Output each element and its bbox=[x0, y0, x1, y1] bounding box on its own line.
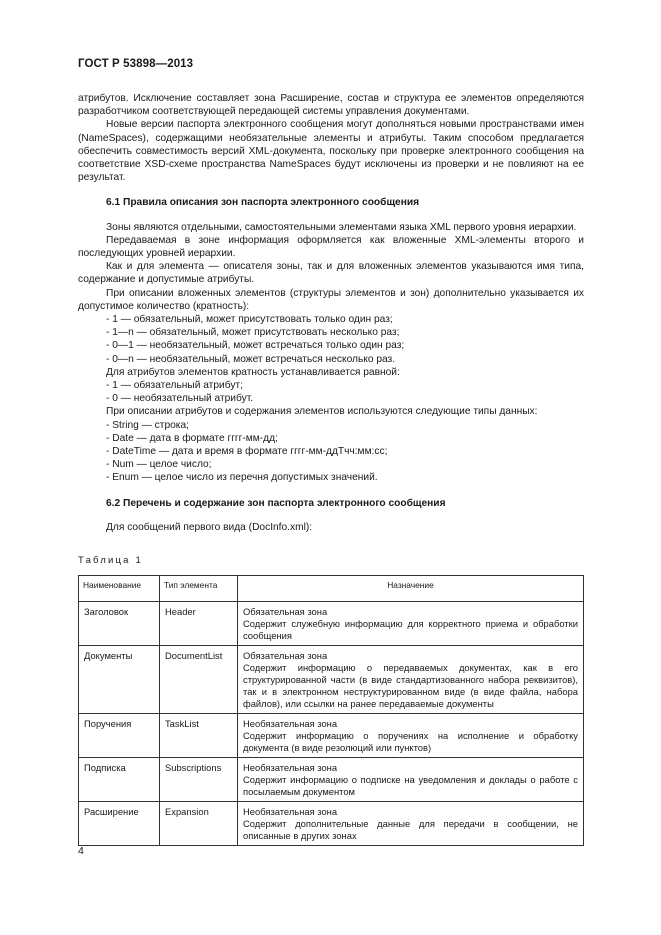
attribute-item: - 0 — необязательный атрибут. bbox=[106, 393, 254, 405]
cell-name: Заголовок bbox=[79, 602, 160, 646]
zone-description: Содержит информацию о поручениях на исполнение и обработку документа (в виде резолюций или пунктов) bbox=[243, 730, 578, 754]
column-header-name: Наименование bbox=[79, 576, 160, 602]
section-6-2-heading: 6.2 Перечень и содержание зон паспорта электронного сообщения bbox=[106, 497, 446, 509]
cell-name: Документы bbox=[79, 646, 160, 714]
cell-name: Поручения bbox=[79, 714, 160, 758]
multiplicity-item: - 0—1 — необязательный, может встречаться только один раз; bbox=[106, 340, 405, 352]
section-6-1-paragraph-1: Зоны являются отдельными, самостоятельными элементами языка XML первого уровня иерархии. bbox=[106, 221, 577, 233]
zone-status: Обязательная зона bbox=[243, 606, 328, 618]
cell-name: Подписка bbox=[79, 758, 160, 802]
section-6-2-paragraph-1: Для сообщений первого вида (DocInfo.xml): bbox=[106, 521, 313, 533]
data-type-item: - DateTime — дата и время в формате гггг-мм-ддТчч:мм:сс; bbox=[106, 446, 388, 458]
section-6-1-paragraph-6: При описании атрибутов и содержания элементов используются следующие типы данных: bbox=[106, 406, 538, 418]
section-6-1-paragraph-5: Для атрибутов элементов кратность устанавливается равной: bbox=[106, 366, 400, 378]
zone-status: Необязательная зона bbox=[243, 718, 338, 730]
table-caption: Таблица 1 bbox=[78, 555, 143, 567]
data-type-item: - Num — целое число; bbox=[106, 459, 212, 471]
section-6-1-heading: 6.1 Правила описания зон паспорта электронного сообщения bbox=[106, 197, 420, 209]
zones-table bbox=[78, 575, 584, 846]
section-6-1-paragraph-3: Как и для элемента — описателя зоны, так и для вложенных элементов указываются имя типа, содержание и допустимые атрибуты. bbox=[78, 261, 584, 286]
table-row bbox=[79, 758, 584, 802]
zone-status: Обязательная зона bbox=[243, 650, 328, 662]
cell-purpose bbox=[238, 646, 584, 714]
page-content bbox=[78, 92, 584, 846]
data-type-item: - String — строка; bbox=[106, 419, 189, 431]
cell-type: Header bbox=[160, 602, 238, 646]
zone-description: Содержит информацию о передаваемых документах, как в его структурированной части (в виде стандартизованного набора реквизитов), так и в электронном неструктурированном виде (в виде файла, набора файлов), или ссылки на ранее передаваемые документы bbox=[243, 662, 578, 710]
intro-paragraph-1: атрибутов. Исключение составляет зона Расширение, состав и структура ее элементов определяются разработчиком соответствующей передающей системы управления документами. bbox=[78, 93, 584, 118]
multiplicity-item: - 0—n — необязательный, может встречаться несколько раз. bbox=[106, 353, 396, 365]
multiplicity-item: - 1 — обязательный, может присутствовать только один раз; bbox=[106, 314, 393, 326]
intro-paragraph-2: Новые версии паспорта электронного сообщения могут дополняться новыми пространствами имен (NameSpaces), содержащими необязательные элементы и атрибуты. Таким способом предлагается обеспечить совместимость версий XML-документа, поскольку при проверке электронного сообщения на соответствие XSD-схеме пространства NameSpaces будут исключены из проверки и не повлияют на ее результат. bbox=[78, 119, 584, 184]
cell-purpose bbox=[238, 758, 584, 802]
multiplicity-item: - 1—n — обязательный, может присутствовать несколько раз; bbox=[106, 327, 400, 339]
table-header-row bbox=[79, 576, 584, 602]
column-header-purpose: Назначение bbox=[238, 576, 584, 602]
table-row bbox=[79, 802, 584, 846]
cell-purpose bbox=[238, 714, 584, 758]
zone-description: Содержит служебную информацию для корректного приема и обработки сообщения bbox=[243, 618, 578, 642]
cell-purpose bbox=[238, 802, 584, 846]
table-row bbox=[79, 602, 584, 646]
cell-type: Expansion bbox=[160, 802, 238, 846]
section-6-1-paragraph-2: Передаваемая в зоне информация оформляется как вложенные XML-элементы второго и последующих уровней иерархии. bbox=[78, 234, 584, 260]
cell-purpose bbox=[238, 602, 584, 646]
zone-description: Содержит информацию о подписке на уведомления и доклады о работе с посылаемым документом bbox=[243, 774, 578, 798]
zone-status: Необязательная зона bbox=[243, 806, 338, 818]
cell-type: Subscriptions bbox=[160, 758, 238, 802]
document-header: ГОСТ Р 53898—2013 bbox=[78, 58, 194, 70]
zone-description: Содержит дополнительные данные для передачи в сообщении, не описанные в других зонах bbox=[243, 818, 578, 842]
zone-status: Необязательная зона bbox=[243, 762, 338, 774]
column-header-type: Тип элемента bbox=[160, 576, 238, 602]
data-type-item: - Date — дата в формате гггг-мм-дд; bbox=[106, 432, 278, 444]
table-row bbox=[79, 646, 584, 714]
cell-name: Расширение bbox=[79, 802, 160, 846]
cell-type: TaskList bbox=[160, 714, 238, 758]
data-type-item: - Enum — целое число из перечня допустимых значений. bbox=[106, 472, 378, 484]
attribute-item: - 1 — обязательный атрибут; bbox=[106, 380, 243, 392]
cell-type: DocumentList bbox=[160, 646, 238, 714]
page-number: 4 bbox=[78, 845, 84, 857]
table-row bbox=[79, 714, 584, 758]
section-6-1-paragraph-4: При описании вложенных элементов (структуры элементов и зон) дополнительно указывается их допустимое количество (кратность): bbox=[78, 287, 584, 312]
